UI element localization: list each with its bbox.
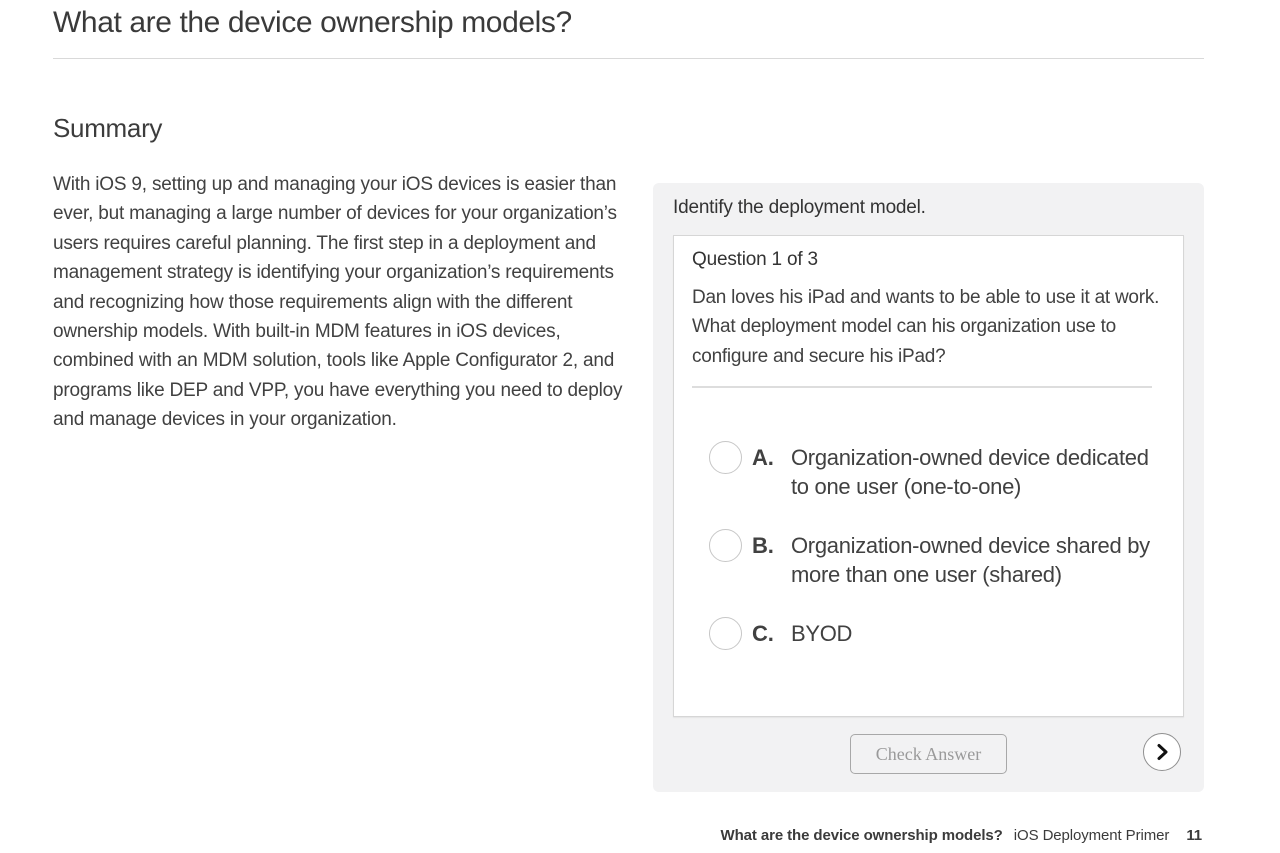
quiz-prompt: Identify the deployment model.	[673, 197, 926, 218]
title-divider	[53, 58, 1204, 59]
page-title: What are the device ownership models?	[53, 6, 572, 39]
footer-section-title: What are the device ownership models?	[720, 827, 1003, 844]
summary-heading: Summary	[53, 113, 163, 143]
footer-page-number: 11	[1186, 827, 1202, 844]
footer-document-title: iOS Deployment Primer	[1013, 827, 1170, 844]
quiz-footer	[673, 733, 1184, 775]
radio-option-c[interactable]	[709, 617, 742, 650]
page-footer	[721, 827, 1202, 844]
option-letter: A.	[752, 445, 774, 471]
option-text[interactable]: BYOD	[791, 621, 853, 647]
radio-option-b[interactable]	[709, 529, 742, 562]
option-row-a	[709, 440, 1165, 501]
radio-option-a[interactable]	[709, 441, 742, 474]
option-letter: B.	[752, 533, 774, 559]
option-row-b	[709, 528, 1165, 589]
quiz-panel	[653, 183, 1204, 792]
option-text[interactable]: Organization-owned device shared by more than one user (shared)	[791, 533, 1150, 588]
options-list	[692, 440, 1165, 650]
question-counter: Question 1 of 3	[692, 249, 818, 270]
summary-section	[53, 113, 638, 435]
check-answer-button[interactable]: Check Answer	[850, 734, 1007, 774]
option-letter: C.	[752, 621, 774, 647]
option-row-c	[709, 616, 1165, 650]
question-text: Dan loves his iPad and wants to be able to use it at work. What deployment model can his organization use to configure and secure his iPad?	[692, 287, 1160, 367]
summary-body: With iOS 9, setting up and managing your iOS devices is easier than ever, but managing a large number of devices for your organization’s users requires careful planning. The first step in a deployment and management strategy is identifying your organization’s requirements and recognizing how those requirements align with the different ownership models. With built-in MDM features in iOS devices, combined with an MDM solution, tools like Apple Configurator 2, and programs like DEP and VPP, you have everything you need to deploy and manage devices in your organization.	[53, 174, 623, 431]
chevron-right-icon	[1152, 742, 1172, 762]
quiz-question-card	[673, 235, 1184, 717]
next-question-button[interactable]	[1143, 733, 1181, 771]
option-text[interactable]: Organization-owned device dedicated to one user (one-to-one)	[791, 445, 1149, 500]
question-divider	[692, 386, 1152, 388]
